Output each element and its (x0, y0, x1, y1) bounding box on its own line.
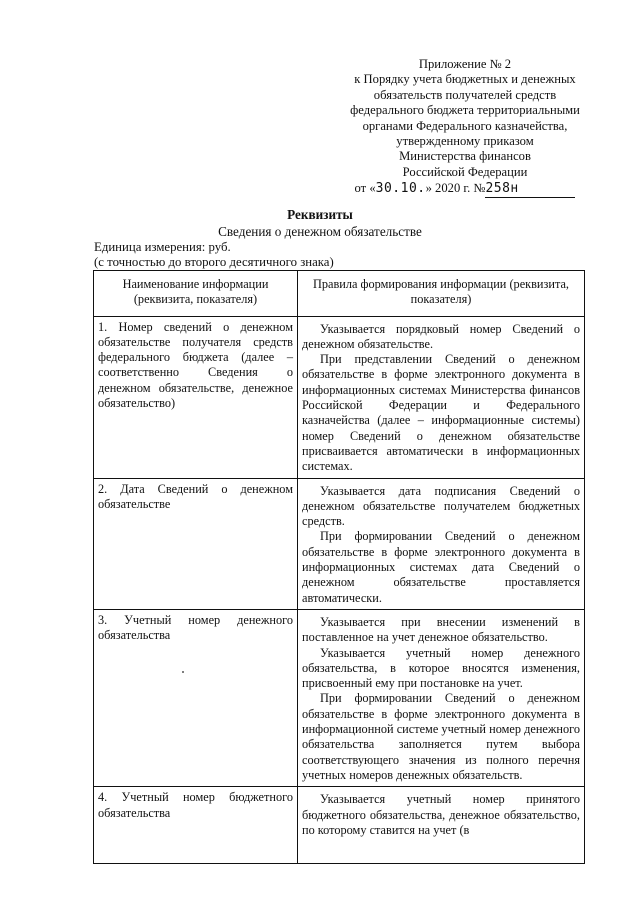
rule-paragraph: Указывается учетный номер принятого бюджетного обязательства, денежное обязательство, по которому ставится на учет (в (302, 792, 580, 837)
appendix-line: федерального бюджета территориальными (350, 103, 580, 118)
rule-paragraph: Указывается порядковый номер Сведений о денежном обязательстве. (302, 321, 580, 351)
requisite-name-cell (94, 787, 298, 864)
requisite-rules-cell (298, 609, 585, 786)
header-name-column: Наименование информации (реквизита, показателя) (94, 271, 298, 317)
requisite-rules-cell (298, 316, 585, 478)
rule-paragraph: При представлении Сведений о денежном обязательстве в форме электронного документа в информационных системах Министерства финансов Российской Федерации и Федерального казначейства (далее – информационные системы) номер Сведений о денежном обязательстве присваивается автоматически в информационных системах. (302, 352, 580, 474)
requisite-name: 4. Учетный номер бюджетного обязательства (98, 790, 293, 820)
requisite-name-cell (94, 478, 298, 609)
appendix-line: к Порядку учета бюджетных и денежных (354, 72, 576, 87)
document-title: Реквизиты (287, 207, 353, 222)
requisite-name: 2. Дата Сведений о денежном обязательстве (98, 481, 293, 511)
scan-speck (182, 671, 184, 673)
appendix-block (340, 57, 590, 198)
header-rules-column: Правила формирования информации (реквизита, показателя) (298, 271, 585, 317)
handwritten-date: 30.10. (375, 181, 426, 197)
table-header-row (94, 271, 585, 317)
appendix-line: Российской Федерации (402, 164, 528, 179)
appendix-line: обязательств получателей средств (373, 87, 557, 102)
table-row (94, 787, 585, 864)
rule-paragraph: Указывается учетный номер денежного обязательства, в которое вносятся изменения, присвоенный ему при постановке на учет. (302, 645, 580, 691)
unit-precision: (с точностью до второго десятичного знака) (94, 255, 334, 269)
appendix-line: органами Федерального казначейства, (362, 118, 568, 133)
table-row (94, 609, 585, 786)
rule-paragraph: При формировании Сведений о денежном обязательстве в форме электронного документа в информационных системах дата Сведений о денежном обязательстве проставляется автоматически. (302, 529, 580, 605)
table-row (94, 478, 585, 609)
appendix-line: Министерства финансов (399, 149, 531, 164)
date-mid: » 2020 г. № (425, 181, 486, 196)
handwritten-order-number: 258н (485, 181, 519, 197)
requisite-name: 1. Номер сведений о денежном обязательстве получателя средств федерального бюджета (далее – соответственно Сведения о денежном обязательстве, денежное обязательство) (98, 319, 293, 411)
rule-paragraph: Указывается дата подписания Сведений о денежном обязательстве получателем бюджетных средств. (302, 483, 580, 529)
requisite-rules-cell (298, 478, 585, 609)
requisite-name-cell (94, 609, 298, 786)
requisite-name-cell (94, 316, 298, 478)
table-row (94, 316, 585, 478)
date-prefix: от « (354, 181, 376, 196)
order-date-line (340, 181, 590, 197)
requisites-table (93, 270, 585, 864)
rule-paragraph: При формировании Сведений о денежном обязательстве в форме электронного документа в информационной системе учетный номер денежного обязательства заполняется путем выбора соответствующего значения из полного перечня учетных номеров денежных обязательств. (302, 691, 580, 782)
unit-of-measure: Единица измерения: руб. (94, 240, 231, 254)
requisite-rules-cell (298, 787, 585, 864)
rule-paragraph: Указывается при внесении изменений в поставленное на учет денежное обязательство. (302, 614, 580, 645)
appendix-line: утвержденному приказом (396, 134, 534, 149)
document-subtitle: Сведения о денежном обязательстве (218, 224, 422, 239)
requisite-name: 3. Учетный номер денежного обязательства (98, 612, 293, 643)
appendix-line: Приложение № 2 (418, 57, 512, 71)
